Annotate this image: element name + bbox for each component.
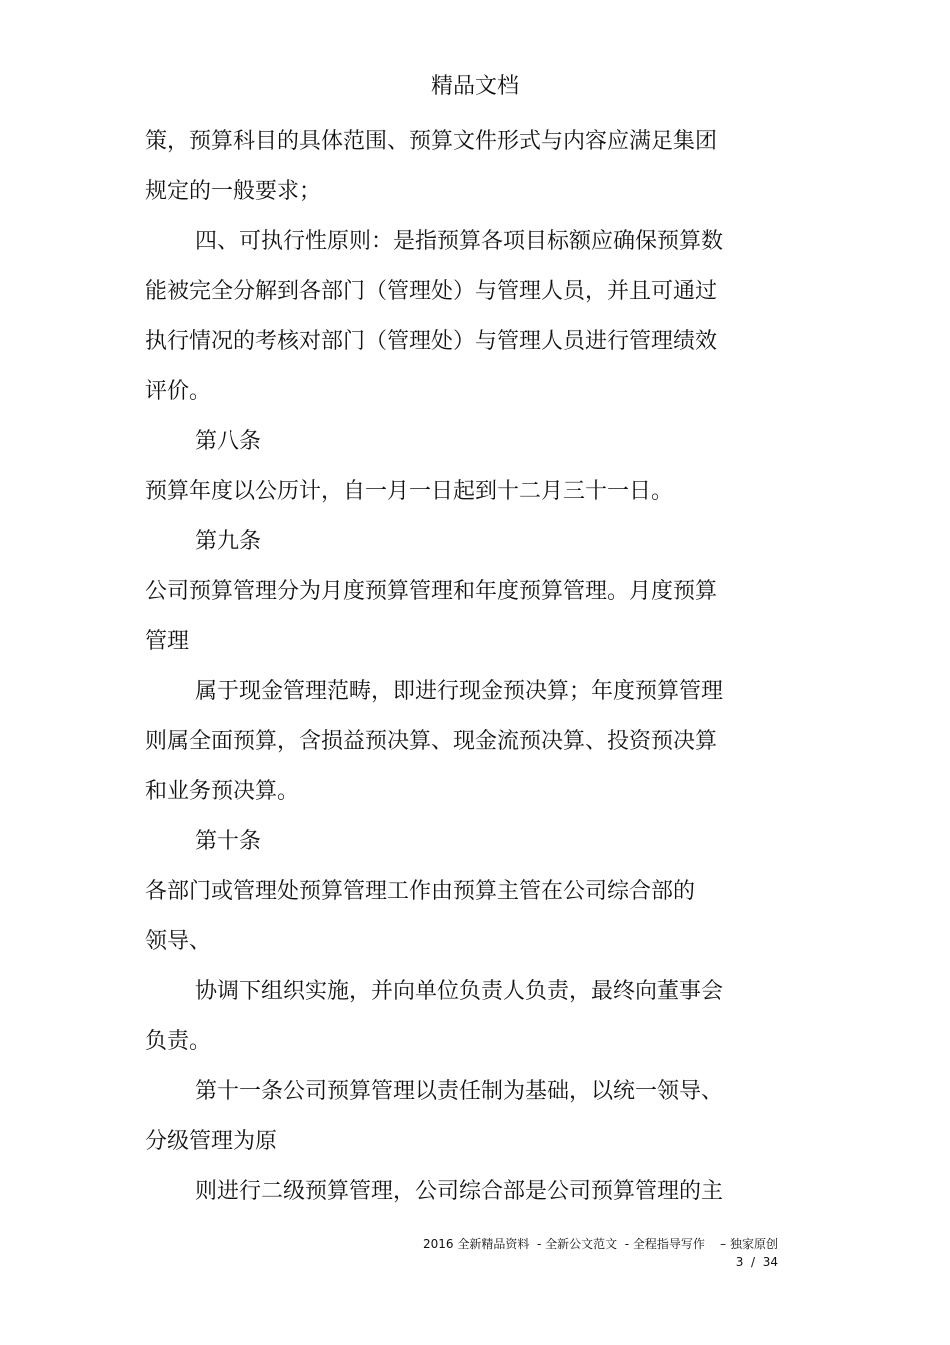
text-line: 和业务预决算。: [145, 779, 300, 804]
text-line: 各部门或管理处预算管理工作由预算主管在公司综合部的: [145, 879, 696, 904]
text-line: 负责。: [145, 1029, 212, 1054]
text-line: 第十一条公司预算管理以责任制为基础，以统一领导、: [195, 1079, 724, 1104]
text-line: 分级管理为原: [145, 1129, 278, 1154]
footer-text: 2016 全新精品资料 - 全新公文范文 - 全程指导写作 – 独家原创: [423, 1237, 778, 1251]
text-line: 策，预算科目的具体范围、预算文件形式与内容应满足集团: [145, 129, 718, 154]
text-line: 公司预算管理分为月度预算管理和年度预算管理。月度预算: [145, 579, 718, 604]
text-line: 则属全面预算，含损益预决算、现金流预决算、投资预决算: [145, 729, 718, 754]
article-heading: 第十条: [195, 829, 262, 854]
text-line: 评价。: [145, 379, 212, 404]
text-line: 则进行二级预算管理，公司综合部是公司预算管理的主: [195, 1179, 724, 1204]
article-heading: 第八条: [195, 429, 262, 454]
text-line: 预算年度以公历计，自一月一日起到十二月三十一日。: [145, 479, 674, 504]
text-line: 协调下组织实施，并向单位负责人负责，最终向董事会: [195, 979, 724, 1004]
text-line: 执行情况的考核对部门（管理处）与管理人员进行管理绩效: [145, 329, 718, 354]
article-heading: 第九条: [195, 529, 262, 554]
page-number: 3 / 34: [735, 1255, 778, 1269]
page-header: 精品文档: [430, 74, 519, 99]
text-line: 属于现金管理范畴，即进行现金预决算；年度预算管理: [195, 679, 724, 704]
text-line: 领导、: [145, 929, 212, 954]
text-line: 规定的一般要求；: [145, 179, 322, 204]
text-line: 四、可执行性原则：是指预算各项目标额应确保预算数: [195, 229, 724, 254]
text-line: 管理: [145, 629, 190, 654]
text-line: 能被完全分解到各部门（管理处）与管理人员，并且可通过: [145, 279, 718, 304]
